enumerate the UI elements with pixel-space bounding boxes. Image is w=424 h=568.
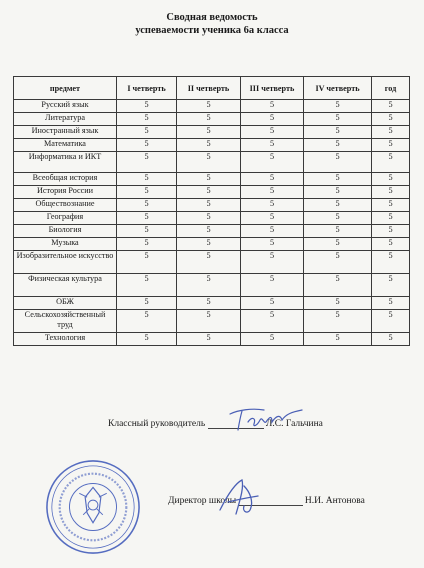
grade-cell: 5 <box>241 238 304 251</box>
grade-cell: 5 <box>304 173 372 186</box>
table-row <box>14 100 410 113</box>
table-row <box>14 152 410 173</box>
director-label: Директор школы <box>168 496 237 506</box>
grade-cell: 5 <box>304 100 372 113</box>
subject-cell: Музыка <box>14 238 117 251</box>
subject-cell: Всеобщая история <box>14 173 117 186</box>
grade-cell: 5 <box>372 310 410 333</box>
grade-cell: 5 <box>241 310 304 333</box>
grade-cell: 5 <box>177 238 241 251</box>
grade-cell: 5 <box>372 333 410 346</box>
grade-cell: 5 <box>372 186 410 199</box>
grade-cell: 5 <box>372 100 410 113</box>
grade-cell: 5 <box>117 186 177 199</box>
table-row <box>14 297 410 310</box>
subject-cell: Обществознание <box>14 199 117 212</box>
grade-cell: 5 <box>117 310 177 333</box>
grade-cell: 5 <box>177 186 241 199</box>
subject-cell: История России <box>14 186 117 199</box>
table-row <box>14 310 410 333</box>
class-teacher-handwritten-signature <box>226 404 306 432</box>
class-teacher-label: Классный руководитель <box>108 419 206 429</box>
column-header-year: год <box>372 77 410 100</box>
grade-cell: 5 <box>117 238 177 251</box>
table-row <box>14 251 410 274</box>
grade-cell: 5 <box>304 238 372 251</box>
grade-cell: 5 <box>241 251 304 274</box>
grade-cell: 5 <box>117 152 177 173</box>
subject-cell: ОБЖ <box>14 297 117 310</box>
grade-cell: 5 <box>304 152 372 173</box>
grade-cell: 5 <box>304 310 372 333</box>
table-row <box>14 126 410 139</box>
table-row <box>14 225 410 238</box>
subject-cell: Изобразительное искусство <box>14 251 117 274</box>
grade-cell: 5 <box>177 274 241 297</box>
table-row <box>14 238 410 251</box>
grade-cell: 5 <box>177 297 241 310</box>
table-row <box>14 186 410 199</box>
grade-cell: 5 <box>304 212 372 225</box>
grade-cell: 5 <box>241 297 304 310</box>
subject-cell: Информатика и ИКТ <box>14 152 117 173</box>
grade-cell: 5 <box>117 113 177 126</box>
grade-cell: 5 <box>304 225 372 238</box>
grade-cell: 5 <box>241 139 304 152</box>
table-row <box>14 113 410 126</box>
table-row <box>14 199 410 212</box>
grade-cell: 5 <box>241 186 304 199</box>
grade-cell: 5 <box>117 225 177 238</box>
grade-cell: 5 <box>304 186 372 199</box>
grade-cell: 5 <box>117 333 177 346</box>
table-row <box>14 333 410 346</box>
grade-cell: 5 <box>304 297 372 310</box>
grade-cell: 5 <box>177 212 241 225</box>
subject-cell: Сельскохозяйственный труд <box>14 310 117 333</box>
document-title: Сводная ведомость <box>166 12 258 23</box>
subject-cell: Технология <box>14 333 117 346</box>
grade-cell: 5 <box>372 113 410 126</box>
class-teacher-name: Л.С. Гальчина <box>265 419 323 429</box>
grade-cell: 5 <box>177 152 241 173</box>
grade-cell: 5 <box>117 100 177 113</box>
grade-cell: 5 <box>372 173 410 186</box>
grade-cell: 5 <box>372 238 410 251</box>
subject-cell: Иностранный язык <box>14 126 117 139</box>
grade-cell: 5 <box>117 199 177 212</box>
grade-cell: 5 <box>304 251 372 274</box>
grade-cell: 5 <box>241 212 304 225</box>
grade-cell: 5 <box>241 274 304 297</box>
subject-cell: География <box>14 212 117 225</box>
subject-cell: Литература <box>14 113 117 126</box>
grades-table <box>13 76 410 346</box>
grade-cell: 5 <box>177 126 241 139</box>
subject-cell: Биология <box>14 225 117 238</box>
grade-cell: 5 <box>372 297 410 310</box>
document-subtitle: успеваемости ученика 6а класса <box>135 25 289 36</box>
grade-cell: 5 <box>304 139 372 152</box>
grade-cell: 5 <box>372 199 410 212</box>
grade-cell: 5 <box>372 152 410 173</box>
subject-cell: Русский язык <box>14 100 117 113</box>
grade-cell: 5 <box>177 225 241 238</box>
grade-cell: 5 <box>117 297 177 310</box>
grade-cell: 5 <box>177 251 241 274</box>
grade-cell: 5 <box>177 310 241 333</box>
grade-cell: 5 <box>304 126 372 139</box>
grade-cell: 5 <box>117 139 177 152</box>
grade-cell: 5 <box>241 225 304 238</box>
grade-cell: 5 <box>241 100 304 113</box>
grade-cell: 5 <box>241 199 304 212</box>
grade-cell: 5 <box>177 100 241 113</box>
column-header-subject: предмет <box>14 77 117 100</box>
grade-cell: 5 <box>304 274 372 297</box>
column-header-q2: II четверть <box>177 77 241 100</box>
grade-cell: 5 <box>241 126 304 139</box>
director-handwritten-signature <box>214 476 264 518</box>
table-row <box>14 173 410 186</box>
grade-cell: 5 <box>117 126 177 139</box>
grade-cell: 5 <box>241 113 304 126</box>
grade-cell: 5 <box>372 251 410 274</box>
grade-cell: 5 <box>117 173 177 186</box>
grade-cell: 5 <box>372 274 410 297</box>
grade-cell: 5 <box>117 251 177 274</box>
table-row <box>14 212 410 225</box>
grade-cell: 5 <box>372 126 410 139</box>
grade-cell: 5 <box>177 113 241 126</box>
subject-cell: Математика <box>14 139 117 152</box>
grade-cell: 5 <box>117 212 177 225</box>
grade-cell: 5 <box>372 212 410 225</box>
grade-cell: 5 <box>117 274 177 297</box>
director-signature-line <box>168 496 365 506</box>
grade-cell: 5 <box>177 139 241 152</box>
column-header-q4: IV четверть <box>304 77 372 100</box>
grade-cell: 5 <box>372 139 410 152</box>
subject-cell: Физическая культура <box>14 274 117 297</box>
grade-cell: 5 <box>304 199 372 212</box>
table-header-row <box>14 77 410 100</box>
school-seal-stamp <box>44 458 142 556</box>
grade-cell: 5 <box>372 225 410 238</box>
grade-cell: 5 <box>304 113 372 126</box>
grade-cell: 5 <box>241 173 304 186</box>
grade-cell: 5 <box>304 333 372 346</box>
table-row <box>14 139 410 152</box>
column-header-q3: III четверть <box>241 77 304 100</box>
grade-cell: 5 <box>177 173 241 186</box>
director-name: Н.И. Антонова <box>304 496 365 506</box>
grade-cell: 5 <box>177 199 241 212</box>
grade-cell: 5 <box>177 333 241 346</box>
table-row <box>14 274 410 297</box>
grade-cell: 5 <box>241 152 304 173</box>
grade-cell: 5 <box>241 333 304 346</box>
column-header-q1: I четверть <box>117 77 177 100</box>
